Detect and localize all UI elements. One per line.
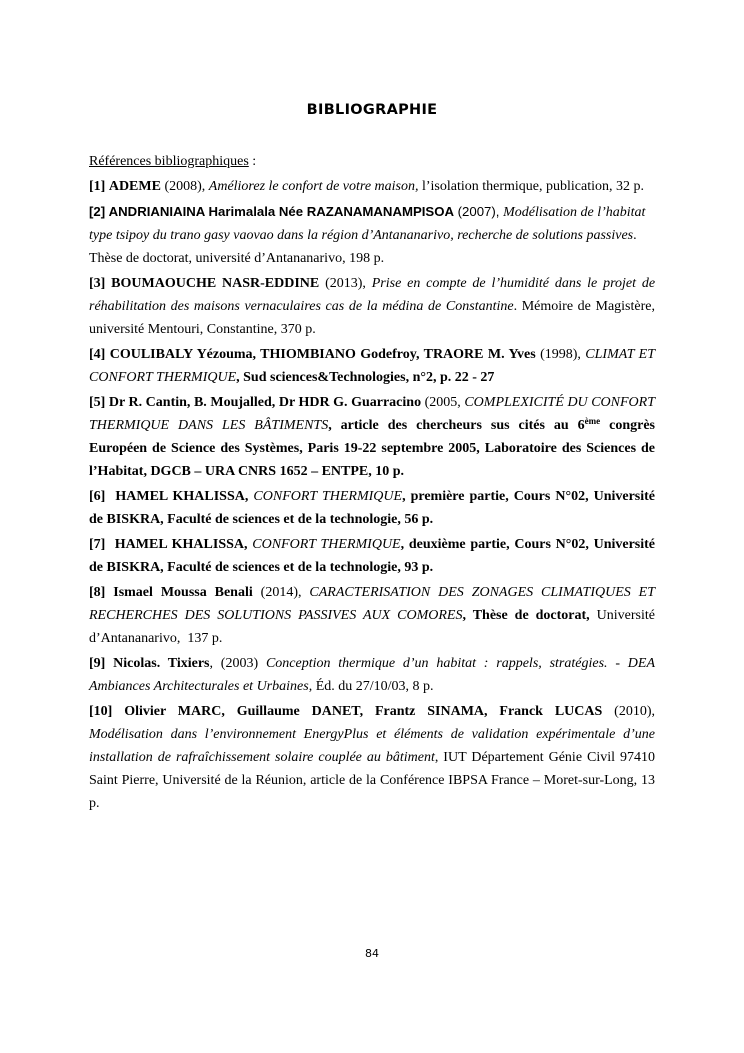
ref-authors: HAMEL KHALISSA, xyxy=(115,489,249,504)
reference-2 xyxy=(89,200,655,270)
ref-authors: ADEME xyxy=(108,179,161,194)
reference-4 xyxy=(89,343,655,389)
ref-authors: Ismael Moussa Benali xyxy=(113,585,253,600)
ref-work-title: Conception thermique d’un habitat : rappels, stratégies. - DEA Ambiances Architecturales et Urbaines xyxy=(89,656,656,694)
ref-number: [2] xyxy=(89,204,106,219)
ref-number: [6] xyxy=(89,489,106,504)
ref-superscript: ème xyxy=(584,416,601,426)
ref-number: [9] xyxy=(89,656,106,671)
ref-authors: Dr R. Cantin, B. Moujalled, Dr HDR G. Guarracino xyxy=(108,395,422,410)
ref-number: [1] xyxy=(89,179,106,194)
ref-publication: . Mémoire de Magistère, université Mentouri, Constantine, 370 p. xyxy=(89,299,655,337)
ref-publication: , Thèse de doctorat, xyxy=(462,608,590,623)
references-heading-label: Références bibliographiques xyxy=(89,154,249,169)
ref-year: (2010), xyxy=(602,704,655,719)
ref-authors: ANDRIANIAINA Harimalala Née RAZANAMANAMPISOA xyxy=(108,204,454,219)
ref-institution: Université d’Antananarivo, xyxy=(89,608,655,646)
ref-number: [4] xyxy=(89,347,106,362)
ref-authors: BOUMAOUCHE NASR-EDDINE xyxy=(111,276,320,291)
ref-work-title: CONFORT THERMIQUE xyxy=(253,489,403,504)
ref-publication: , Sud sciences&Technologies, n°2, p. 22 - 27 xyxy=(236,370,495,385)
reference-1 xyxy=(89,175,655,198)
ref-work-title: Modélisation dans l’environnement EnergyPlus et éléments de validation expérimentale d’une installation de rafraîchissement solaire couplée au bâtiment xyxy=(89,727,655,765)
ref-work-title: Modélisation de l’habitat type tsipoy du trano gasy vaovao dans la région d’Antananarivo, recherche de solutions passives xyxy=(89,205,646,243)
ref-authors: HAMEL KHALISSA, xyxy=(114,537,248,552)
references-heading xyxy=(89,150,655,173)
ref-publication: , article des chercheurs sus cités au 6 xyxy=(328,418,585,433)
ref-publication: . Thèse de doctorat, université d’Antananarivo, 198 p. xyxy=(89,228,637,266)
ref-number: [8] xyxy=(89,585,106,600)
ref-publication: , Éd. du 27/10/03, 8 p. xyxy=(308,679,434,694)
ref-year: , (2003) xyxy=(209,656,266,671)
reference-9 xyxy=(89,652,655,698)
ref-work-title: Prise en compte de l’humidité dans le projet de réhabilitation des maisons vernaculaires cas de la médina de Constantine xyxy=(89,276,656,314)
ref-year: (1998), xyxy=(535,347,586,362)
page-number: 84 xyxy=(365,947,379,960)
references-heading-colon: : xyxy=(248,154,257,169)
ref-publication: , deuxième partie, Cours N°02, Université de BISKRA, Faculté de sciences et de la technologie, 93 p. xyxy=(89,537,656,575)
ref-number: [3] xyxy=(89,276,106,291)
reference-7 xyxy=(89,533,655,579)
ref-publication: , première partie, Cours N°02, Université de BISKRA, Faculté de sciences et de la technologie, 56 p. xyxy=(89,489,656,527)
ref-publication: , IUT Département Génie Civil 97410 Saint Pierre, Université de la Réunion, article de la Conférence IBPSA France – Moret-sur-Long, 13 p. xyxy=(89,750,655,811)
ref-year: (2014), xyxy=(252,585,310,600)
reference-3 xyxy=(89,272,655,341)
ref-number: [7] xyxy=(89,537,106,552)
ref-year: (2005, xyxy=(421,395,465,410)
reference-6 xyxy=(89,485,655,531)
reference-10 xyxy=(89,700,655,815)
reference-8 xyxy=(89,581,655,650)
ref-work-title: Améliorez le confort de votre maison, xyxy=(208,179,419,194)
ref-work-title: CLIMAT ET CONFORT THERMIQUE xyxy=(89,347,656,385)
page-title: BIBLIOGRAPHIE xyxy=(306,102,438,118)
ref-authors: Nicolas. Tixiers xyxy=(113,656,210,671)
ref-authors: Olivier MARC, Guillaume DANET, Frantz SINAMA, Franck LUCAS xyxy=(124,704,603,719)
ref-authors: COULIBALY Yézouma, THIOMBIANO Godefroy, TRAORE M. Yves xyxy=(109,347,536,362)
ref-publication-continued: congrès Européen de Science des Systèmes, Paris 19-22 septembre 2005, Laboratoire des Sciences de l’Habitat, DGCB – URA CNRS 1652 – ENTPE, 10 p. xyxy=(89,418,656,479)
ref-year: (2013), xyxy=(319,276,372,291)
ref-number: [10] xyxy=(89,704,113,719)
ref-work-title: CARACTERISATION DES ZONAGES CLIMATIQUES ET RECHERCHES DES SOLUTIONS PASSIVES AUX COMORES xyxy=(89,585,656,623)
ref-pages: 137 p. xyxy=(180,631,223,646)
ref-work-title: CONFORT THERMIQUE xyxy=(252,537,401,552)
ref-publication: l’isolation thermique, publication, 32 p. xyxy=(418,179,645,194)
reference-5 xyxy=(89,391,655,483)
ref-work-title: COMPLEXICITÉ DU CONFORT THERMIQUE DANS LES BÂTIMENTS xyxy=(89,395,656,433)
ref-year: (2007), xyxy=(454,204,504,219)
ref-number: [5] xyxy=(89,395,106,410)
bibliography-content xyxy=(89,150,655,815)
ref-year: (2008), xyxy=(160,179,209,194)
